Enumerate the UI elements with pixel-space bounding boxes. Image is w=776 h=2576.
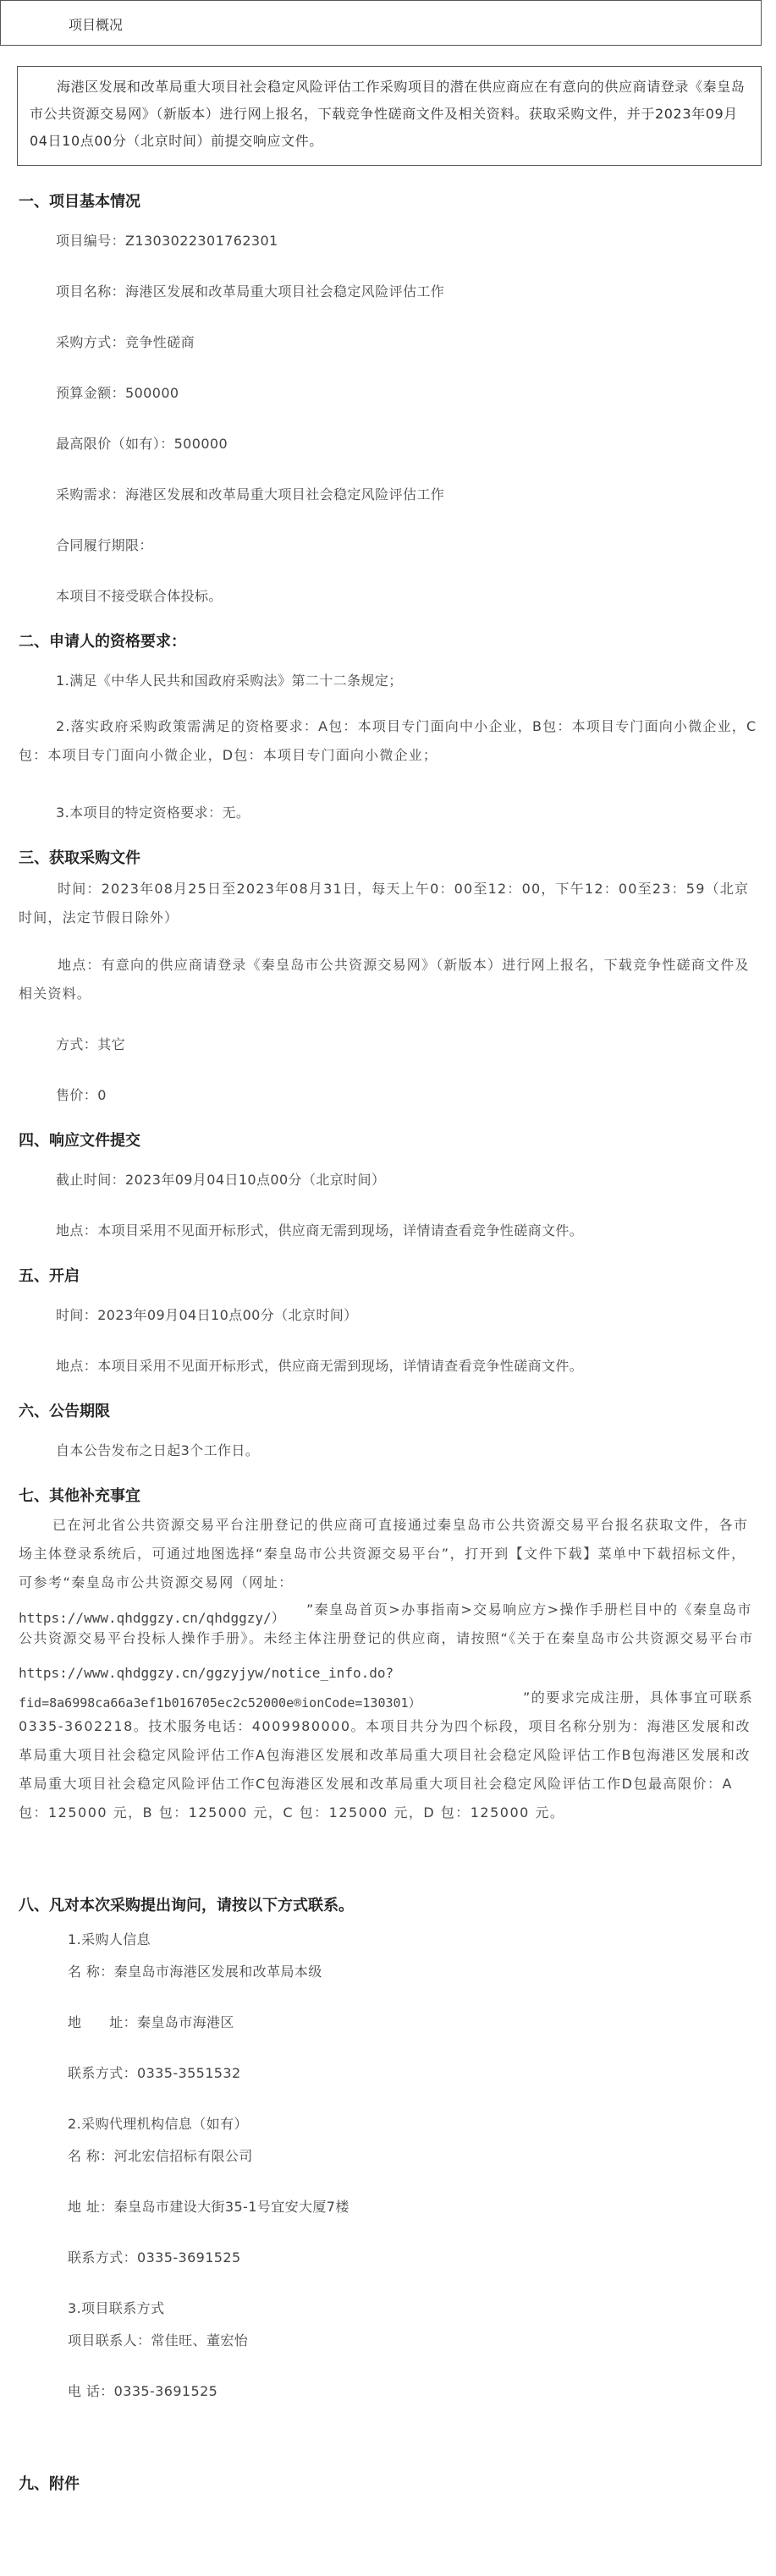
contract-period: 合同履行期限：: [56, 537, 153, 553]
budget-amount: 预算金额：500000: [56, 385, 179, 401]
qualification-item-2: 2.落实政府采购政策需满足的资格要求：A包：本项目专门面向中小企业，B包：本项目专门面向小微企业，C包：本项目专门面向小微企业，D包：本项目专门面向小微企业；: [19, 718, 757, 763]
procurement-method: 采购方式：竞争性磋商: [56, 334, 195, 350]
opening-time: 时间：2023年09月04日10点00分（北京时间）: [56, 1307, 358, 1323]
agency-address: 地 址：秦皇岛市建设大街35-1号宜安大厦7楼: [68, 2199, 349, 2215]
project-name: 项目名称：海港区发展和改革局重大项目社会稳定风险评估工作: [56, 283, 445, 299]
max-price: 最高限价（如有）：500000: [56, 436, 228, 452]
overview-header: [0, 0, 762, 46]
supplementary-url-3[interactable]: fid=8a6998ca66a3ef1b016705ec2c52000e®ionCode=130301）: [19, 1695, 421, 1711]
supplementary-p3: ”的要求完成注册，具体事宜可联系0335-3602218。技术服务电话：4009980000。本项目共分为四个标段，项目名称分别为：海港区发展和改革局重大项目社会稳定风险评估工作A包海港区发展和改革局重大项目社会稳定风险评估工作B包海港区发展和改革局重大项目社会稳定风险评估工作C包海港区发展和改革局重大项目社会稳定风险评估工作D包最高限价：A 包：125000 元，B 包：125000 元，C 包：125000 元，D 包：125000 元。: [19, 1689, 754, 1821]
section-title-announcement-period: 六、公告期限: [19, 1403, 110, 1420]
section-title-basic-info: 一、项目基本情况: [19, 193, 140, 211]
obtain-time: 时间：2023年08月25日至2023年08月31日，每天上午0：00至12：00，下午12：00至23：59（北京时间，法定节假日除外）: [19, 881, 750, 925]
section-title-opening: 五、开启: [19, 1267, 80, 1285]
project-number: 项目编号：Z1303022301762301: [56, 233, 278, 249]
submission-deadline: 截止时间：2023年09月04日10点00分（北京时间）: [56, 1172, 386, 1188]
qualification-item-1: 1.满足《中华人民共和国政府采购法》第二十二条规定；: [56, 673, 403, 689]
notice-box: 海港区发展和改革局重大项目社会稳定风险评估工作采购项目的潜在供应商应在有意向的供应商请登录《秦皇岛市公共资源交易网》（新版本）进行网上报名，下载竞争性磋商文件及相关资料。获取采购文件，并于2023年09月04日10点00分（北京时间）前提交响应文件。: [17, 66, 762, 166]
purchaser-heading: 1.采购人信息: [68, 1931, 151, 1947]
project-contact-phone: 电 话：0335-3691525: [68, 2383, 218, 2399]
supplementary-url-1[interactable]: https://www.qhdggzy.cn/qhdggzy/）: [19, 1610, 285, 1626]
purchaser-name: 名 称：秦皇岛市海港区发展和改革局本级: [68, 1964, 322, 1980]
project-contact-heading: 3.项目联系方式: [68, 2300, 165, 2316]
purchaser-contact: 联系方式：0335-3551532: [68, 2065, 241, 2081]
opening-place: 地点：本项目采用不见面开标形式，供应商无需到现场，详情请查看竞争性磋商文件。: [56, 1358, 584, 1374]
section-title-contact: 八、凡对本次采购提出询问，请按以下方式联系。: [19, 1897, 354, 1914]
purchaser-address: 地 址：秦皇岛市海港区: [68, 2014, 234, 2030]
section-title-obtain-docs: 三、获取采购文件: [19, 849, 140, 867]
supplementary-p2: ”秦皇岛首页>办事指南>交易响应方>操作手册栏目中的《秦皇岛市公共资源交易平台投标人操作手册》。未经主体注册登记的供应商，请按照“《关于在秦皇岛市公共资源交易平台市: [19, 1601, 754, 1646]
qualification-item-3: 3.本项目的特定资格要求：无。: [56, 805, 250, 821]
project-contact-people: 项目联系人：常佳旺、董宏怡: [68, 2332, 249, 2348]
agency-heading: 2.采购代理机构信息（如有）: [68, 2116, 248, 2132]
supplementary-p1: 已在河北省公共资源交易平台注册登记的供应商可直接通过秦皇岛市公共资源交易平台报名获取文件，各市场主体登录系统后，可通过地图选择“秦皇岛市公共资源交易平台”，打开到【文件下载】菜单中下载招标文件，可参考“秦皇岛市公共资源交易网（网址：: [19, 1517, 749, 1590]
section-title-submission: 四、响应文件提交: [19, 1132, 140, 1150]
obtain-place: 地点：有意向的供应商请登录《秦皇岛市公共资源交易网》（新版本）进行网上报名，下载竞争性磋商文件及相关资料。: [19, 957, 750, 1002]
submission-place: 地点：本项目采用不见面开标形式，供应商无需到现场，详情请查看竞争性磋商文件。: [56, 1222, 584, 1239]
section-title-attachments: 九、附件: [19, 2475, 80, 2493]
no-consortium: 本项目不接受联合体投标。: [56, 588, 223, 604]
agency-name: 名 称：河北宏信招标有限公司: [68, 2148, 253, 2164]
supplementary-url-2[interactable]: https://www.qhdggzy.cn/ggzyjyw/notice_info.do?: [19, 1665, 394, 1681]
procurement-requirement: 采购需求：海港区发展和改革局重大项目社会稳定风险评估工作: [56, 486, 445, 503]
section-title-supplementary: 七、其他补充事宜: [19, 1487, 140, 1505]
overview-title: 项目概况: [69, 17, 124, 33]
section-title-qualification: 二、申请人的资格要求：: [19, 633, 186, 651]
obtain-price: 售价：0: [56, 1087, 107, 1103]
agency-contact: 联系方式：0335-3691525: [68, 2249, 241, 2266]
obtain-method: 方式：其它: [56, 1036, 126, 1052]
announcement-period: 自本公告发布之日起3个工作日。: [56, 1442, 260, 1458]
